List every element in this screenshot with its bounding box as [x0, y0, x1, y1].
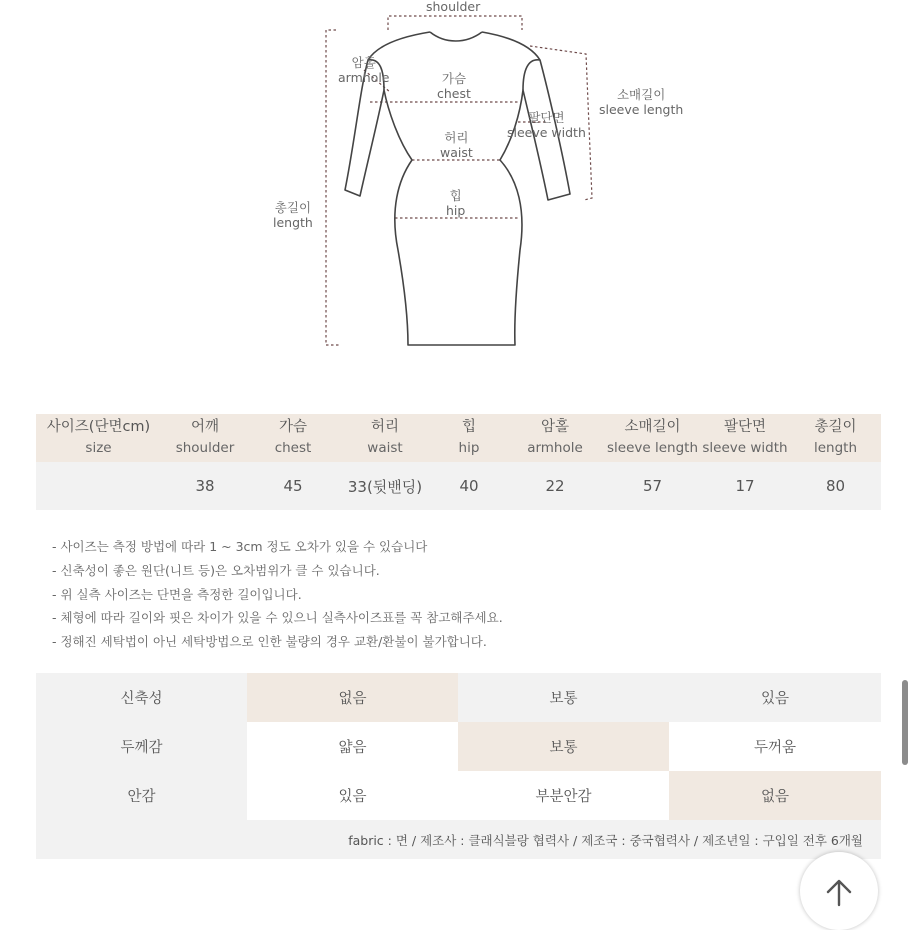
- header-en: armhole: [527, 440, 583, 456]
- arrow-up-icon: [824, 878, 854, 908]
- shoulder-label: shoulder: [426, 0, 481, 14]
- fabric-option-selected: 없음: [247, 673, 458, 722]
- header-ko: 총길이: [814, 419, 857, 435]
- header-ko: 소매길이: [624, 419, 681, 435]
- header-en: sleeve width: [702, 440, 788, 456]
- measurement-diagram: [0, 0, 916, 400]
- fabric-footer: fabric : 면 / 제조사 : 클래식블랑 협력사 / 제조국 : 중국협력사 / 제조년일 : 구입일 전후 6개월: [348, 833, 863, 848]
- header-en: waist: [367, 440, 403, 456]
- fabric-option: 있음: [247, 771, 458, 820]
- note-item: - 위 실측 사이즈는 단면을 측정한 길이입니다.: [52, 586, 302, 602]
- size-table: [36, 414, 881, 510]
- sleeve-length-label-ko: 소매길이: [616, 87, 666, 102]
- header-chest: [249, 414, 337, 462]
- hip-label: [446, 188, 465, 218]
- waist-label-en: waist: [440, 145, 473, 160]
- header-size: [36, 414, 161, 462]
- header-en: length: [813, 440, 858, 456]
- header-ko: 힙: [461, 419, 476, 435]
- sleeve-width-label-en: sleeve width: [507, 125, 586, 140]
- header-armhole: [505, 414, 605, 462]
- waist-label-ko: 허리: [444, 130, 469, 145]
- fabric-label-lining: 안감: [127, 789, 156, 805]
- scrollbar-thumb[interactable]: [902, 680, 908, 765]
- size-notes: [52, 535, 503, 654]
- fabric-label-thickness: 두께감: [120, 740, 163, 756]
- header-ko: 사이즈(단면cm): [46, 419, 151, 435]
- header-ko: 어깨: [190, 419, 219, 435]
- armhole-label-ko: 암홀: [351, 55, 376, 70]
- size-table-header-row: [36, 414, 881, 462]
- header-waist: [337, 414, 433, 462]
- cell-sleeve-width: 17: [700, 462, 790, 510]
- header-en: shoulder: [175, 440, 235, 456]
- length-label-en: length: [273, 215, 313, 230]
- cell-hip: 40: [433, 462, 505, 510]
- length-label: [273, 200, 313, 230]
- fabric-option: 얇음: [247, 722, 458, 771]
- length-label-ko: 총길이: [274, 200, 312, 215]
- sleeve-width-label: [507, 110, 586, 140]
- chest-label: [437, 71, 471, 101]
- note-item: - 사이즈는 측정 방법에 따라 1 ~ 3cm 정도 오차가 있을 수 있습니다: [52, 539, 428, 554]
- header-ko: 허리: [370, 419, 399, 435]
- fabric-option: 보통: [549, 691, 578, 707]
- cell-length: 80: [790, 462, 881, 510]
- fabric-option-selected: 보통: [458, 722, 669, 771]
- armhole-label-en: armhole: [338, 70, 390, 85]
- header-en: hip: [458, 440, 480, 456]
- hip-label-en: hip: [446, 203, 466, 218]
- note-item: - 신축성이 좋은 원단(니트 등)은 오차범위가 클 수 있습니다.: [52, 562, 380, 578]
- fabric-info: [36, 673, 881, 859]
- sleeve-length-label: [599, 87, 683, 117]
- back-to-top-button[interactable]: [800, 852, 878, 930]
- note-item: - 체형에 따라 길이와 핏은 차이가 있을 수 있으니 실측사이즈표를 꼭 참고해주세요.: [52, 610, 503, 626]
- header-sleeve-width: [700, 414, 790, 462]
- sleeve-length-label-en: sleeve length: [599, 102, 684, 117]
- cell-sleeve-length: 57: [605, 462, 700, 510]
- fabric-option: 두꺼움: [669, 722, 881, 771]
- cell-waist: 33(뒷밴딩): [337, 462, 433, 510]
- header-ko: 팔단면: [723, 419, 767, 435]
- fabric-option-selected: 없음: [669, 771, 881, 820]
- armhole-label: [338, 55, 390, 85]
- fabric-option: 부분안감: [458, 771, 669, 820]
- header-hip: [433, 414, 505, 462]
- chest-label-ko: 가슴: [441, 71, 467, 86]
- cell-shoulder: 38: [161, 462, 249, 510]
- sleeve-width-label-ko: 팔단면: [528, 110, 565, 125]
- size-table-row: [36, 462, 881, 510]
- header-en: sleeve length: [606, 440, 698, 456]
- header-sleeve-length: [605, 414, 700, 462]
- header-en: chest: [274, 440, 312, 456]
- note-item: - 정해진 세탁법이 아닌 세탁방법으로 인한 불량의 경우 교환/환불이 불가합니다.: [52, 634, 487, 650]
- header-ko: 가슴: [278, 419, 307, 435]
- chest-label-en: chest: [437, 86, 471, 101]
- cell-size: [36, 462, 161, 510]
- header-en: size: [85, 440, 112, 456]
- fabric-label-stretch: 신축성: [120, 691, 163, 707]
- header-ko: 암홀: [540, 419, 569, 435]
- header-length: [790, 414, 881, 462]
- cell-chest: 45: [249, 462, 337, 510]
- header-shoulder: [161, 414, 249, 462]
- cell-armhole: 22: [505, 462, 605, 510]
- hip-label-ko: 힙: [449, 188, 462, 203]
- waist-label: [440, 130, 473, 160]
- fabric-option: 있음: [760, 691, 789, 707]
